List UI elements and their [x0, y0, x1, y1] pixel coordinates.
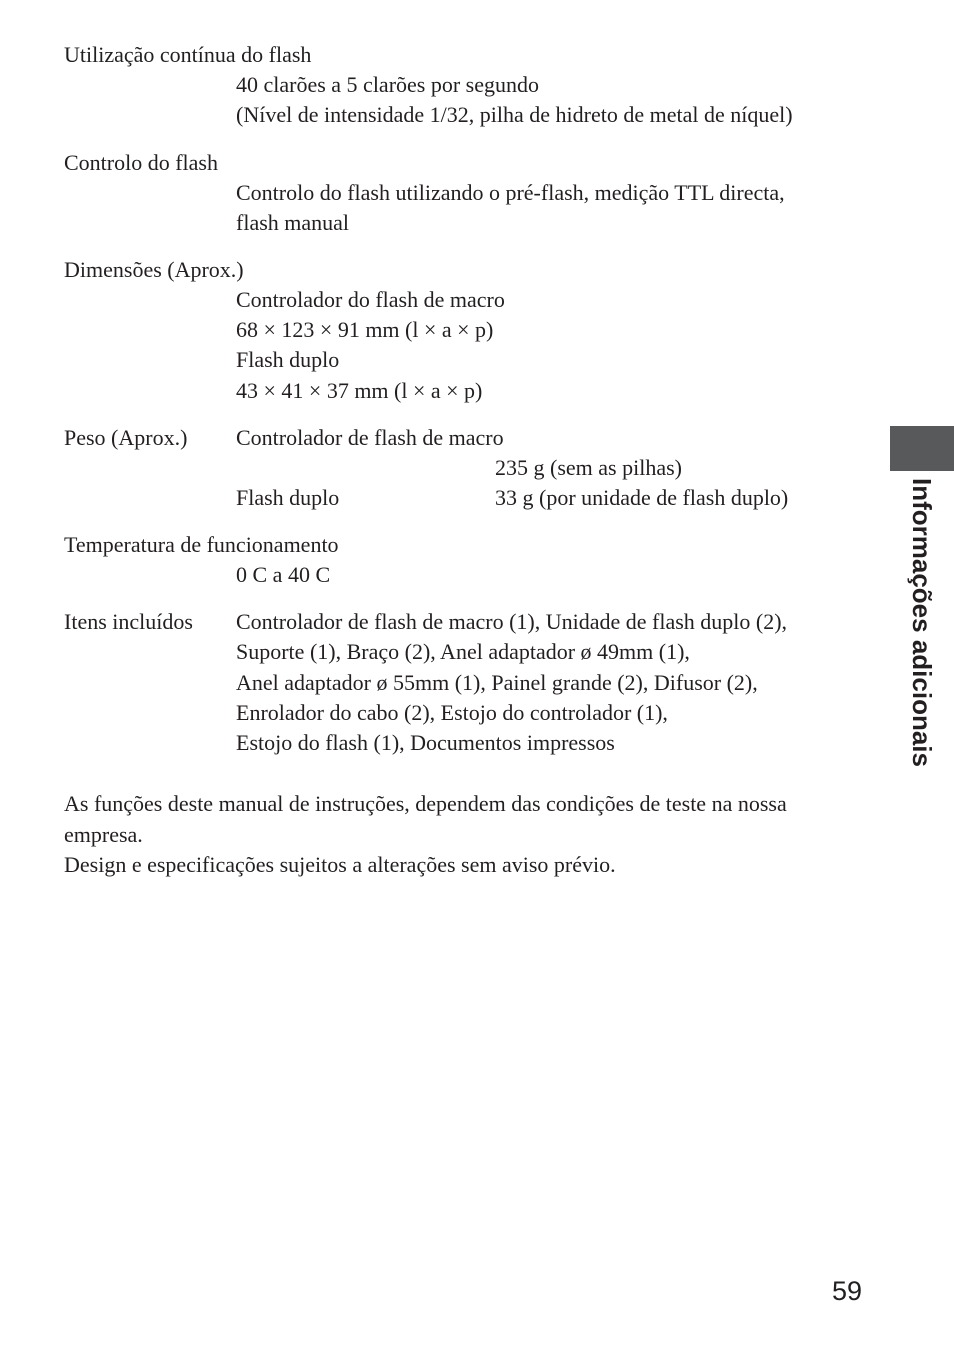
spec-value-line: Anel adaptador ø 55mm (1), Painel grande (2), Difusor (2), — [236, 670, 758, 695]
spec-value-line: flash manual — [236, 210, 350, 235]
spec-value-line: (Nível de intensidade 1/32, pilha de hidreto de metal de níquel) — [236, 102, 793, 127]
spec-label-dimensions: Dimensões (Aprox.) — [64, 257, 244, 282]
note-line: Design e especificações sujeitos a alterações sem aviso prévio. — [64, 852, 616, 877]
spec-value-line: Controlador do flash de macro — [236, 287, 505, 312]
weight-controller-value: 235 g (sem as pilhas) — [495, 455, 682, 480]
spec-value-line: 43 × 41 × 37 mm (l × a × p) — [236, 378, 483, 403]
spec-value-line: Controlo do flash utilizando o pré-flash, medição TTL directa, — [236, 180, 785, 205]
spec-value-line: Flash duplo — [236, 347, 340, 372]
spec-value-line: 68 × 123 × 91 mm (l × a × p) — [236, 317, 494, 342]
spec-label-temperature: Temperatura de funcionamento — [64, 532, 339, 557]
section-side-label: Informações adicionais — [907, 478, 937, 767]
spec-label-flash-continuous: Utilização contínua do flash — [64, 42, 312, 67]
spec-value-line: Enrolador do cabo (2), Estojo do controlador (1), — [236, 700, 668, 725]
weight-twin-label: Flash duplo — [236, 485, 340, 510]
spec-label-included: Itens incluídos — [64, 609, 193, 634]
spec-value-line: Suporte (1), Braço (2), Anel adaptador ø 49mm (1), — [236, 639, 690, 664]
section-tab-marker — [890, 426, 954, 471]
spec-value-line: Controlador de flash de macro (1), Unidade de flash duplo (2), — [236, 609, 788, 634]
spec-label-weight: Peso (Aprox.) — [64, 425, 188, 450]
page-number: 59 — [832, 1276, 863, 1306]
weight-controller-label: Controlador de flash de macro — [236, 425, 504, 450]
spec-value-line: 0 C a 40 C — [236, 562, 331, 587]
weight-twin-value: 33 g (por unidade de flash duplo) — [495, 485, 789, 510]
spec-value-line: 40 clarões a 5 clarões por segundo — [236, 72, 540, 97]
note-line: As funções deste manual de instruções, dependem das condições de teste na nossa — [64, 791, 787, 816]
spec-value-line: Estojo do flash (1), Documentos impressos — [236, 730, 615, 755]
spec-label-flash-control: Controlo do flash — [64, 150, 218, 175]
note-line: empresa. — [64, 822, 143, 847]
